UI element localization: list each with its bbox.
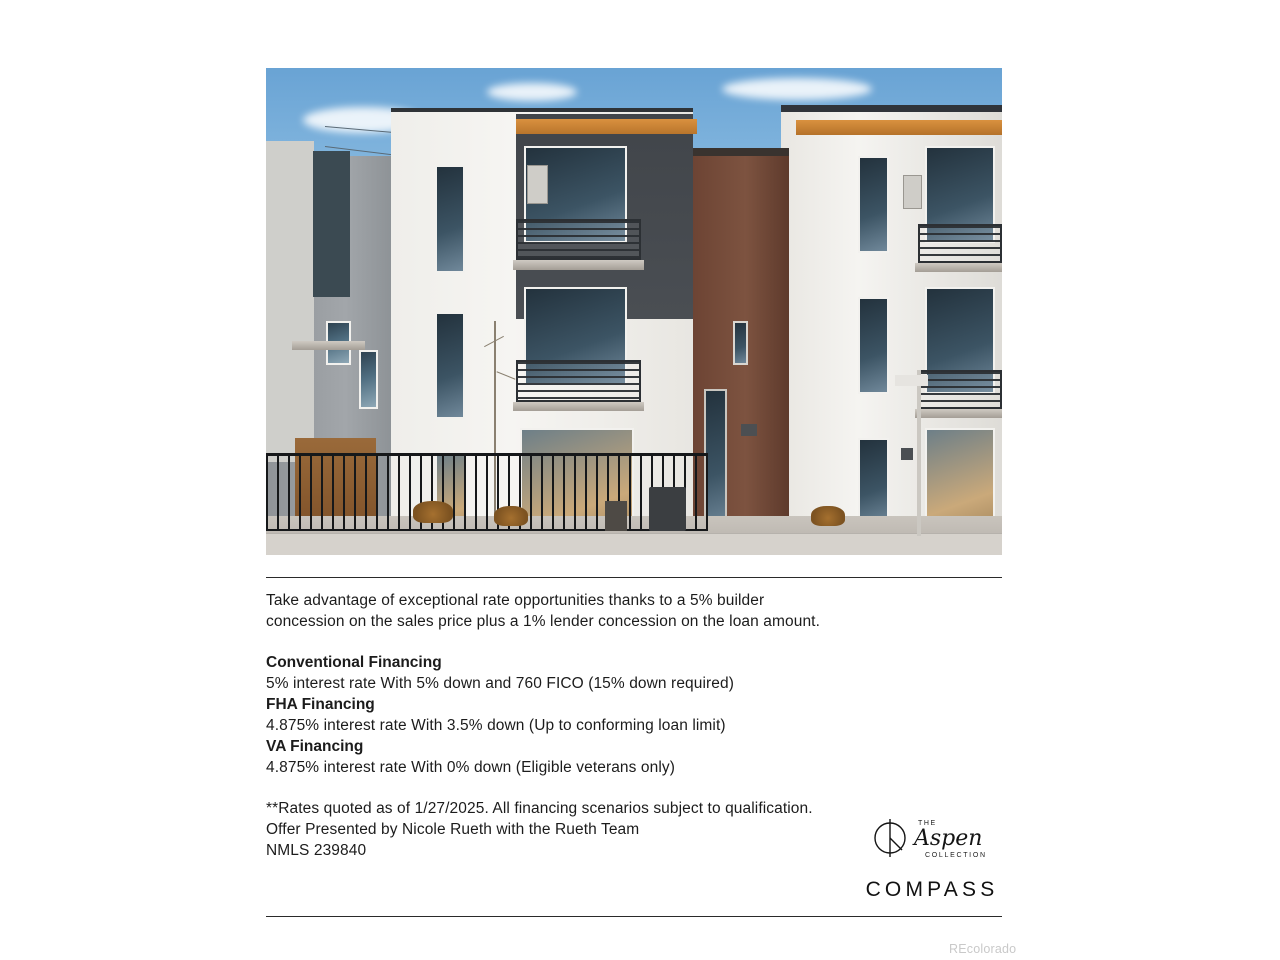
neighbor-awning (292, 341, 366, 351)
balcony-railing (516, 360, 641, 401)
ac-unit (527, 165, 548, 204)
window (359, 350, 378, 408)
window (858, 438, 889, 526)
spacer (266, 778, 1002, 798)
financing-title-fha: FHA Financing (266, 696, 375, 713)
window (858, 297, 889, 394)
intro-line-2: concession on the sales price plus a 1% lender concession on the loan amount. (266, 613, 820, 630)
wood-soffit-right (796, 120, 1002, 136)
aspen-logo-wordmark: Aspen (914, 826, 983, 851)
aspen-monogram-icon (868, 816, 912, 860)
divider-bottom (266, 916, 1002, 917)
neighbor-upper-wall (266, 141, 314, 462)
entry-light (901, 448, 913, 460)
property-photo (266, 68, 1002, 555)
mailbox (741, 424, 757, 437)
patio-chair (605, 501, 627, 530)
ac-unit (903, 175, 922, 209)
iron-fence (266, 453, 708, 531)
compass-logo: COMPASS (865, 878, 999, 901)
cloud-icon (487, 83, 577, 101)
shrub (494, 506, 528, 526)
grill (649, 487, 686, 531)
footer-area (266, 798, 1002, 906)
financing-detail-va: 4.875% interest rate With 0% down (Eligible veterans only) (266, 759, 675, 776)
window (435, 312, 464, 419)
wood-soffit-left (516, 119, 696, 134)
balcony-slab (915, 263, 1002, 272)
disclaimer (266, 798, 866, 861)
balcony-slab (513, 260, 644, 270)
disclaimer-line-2: Offer Presented by Nicole Rueth with the Rueth Team (266, 821, 640, 838)
balcony-slab (513, 402, 644, 412)
aspen-collection-logo (862, 810, 1002, 872)
financing-detail-fha: 4.875% interest rate With 3.5% down (Up to conforming loan limit) (266, 717, 726, 734)
disclaimer-line-1: **Rates quoted as of 1/27/2025. All financing scenarios subject to qualification. (266, 800, 813, 817)
flyer-text (266, 578, 1002, 917)
cloud-icon (722, 78, 872, 100)
window (733, 321, 748, 365)
street-sign (895, 375, 928, 386)
balcony-slab (915, 409, 1002, 418)
neighbor-dark-panel (313, 151, 350, 297)
financing-title-va: VA Financing (266, 738, 364, 755)
intro-line-1: Take advantage of exceptional rate opportunities thanks to a 5% builder (266, 592, 765, 609)
balcony-railing (918, 224, 1002, 263)
spacer (266, 632, 1002, 652)
aspen-logo-the: THE (918, 820, 937, 827)
street-sign-post (917, 370, 921, 536)
shrub (811, 506, 845, 526)
balcony-railing (516, 219, 641, 260)
aspen-logo-collection: COLLECTION (925, 852, 987, 859)
flyer-sheet (266, 68, 1002, 917)
window (858, 156, 889, 253)
disclaimer-line-3: NMLS 239840 (266, 842, 367, 859)
window (435, 165, 464, 272)
sidewalk (266, 533, 1002, 555)
watermark: REcolorado (949, 942, 1017, 956)
shrub (413, 501, 453, 523)
balcony-railing (918, 370, 1002, 409)
financing-detail-conventional: 5% interest rate With 5% down and 760 FICO (15% down required) (266, 675, 734, 692)
financing-title-conventional: Conventional Financing (266, 654, 442, 671)
brand-logos (862, 810, 1002, 902)
